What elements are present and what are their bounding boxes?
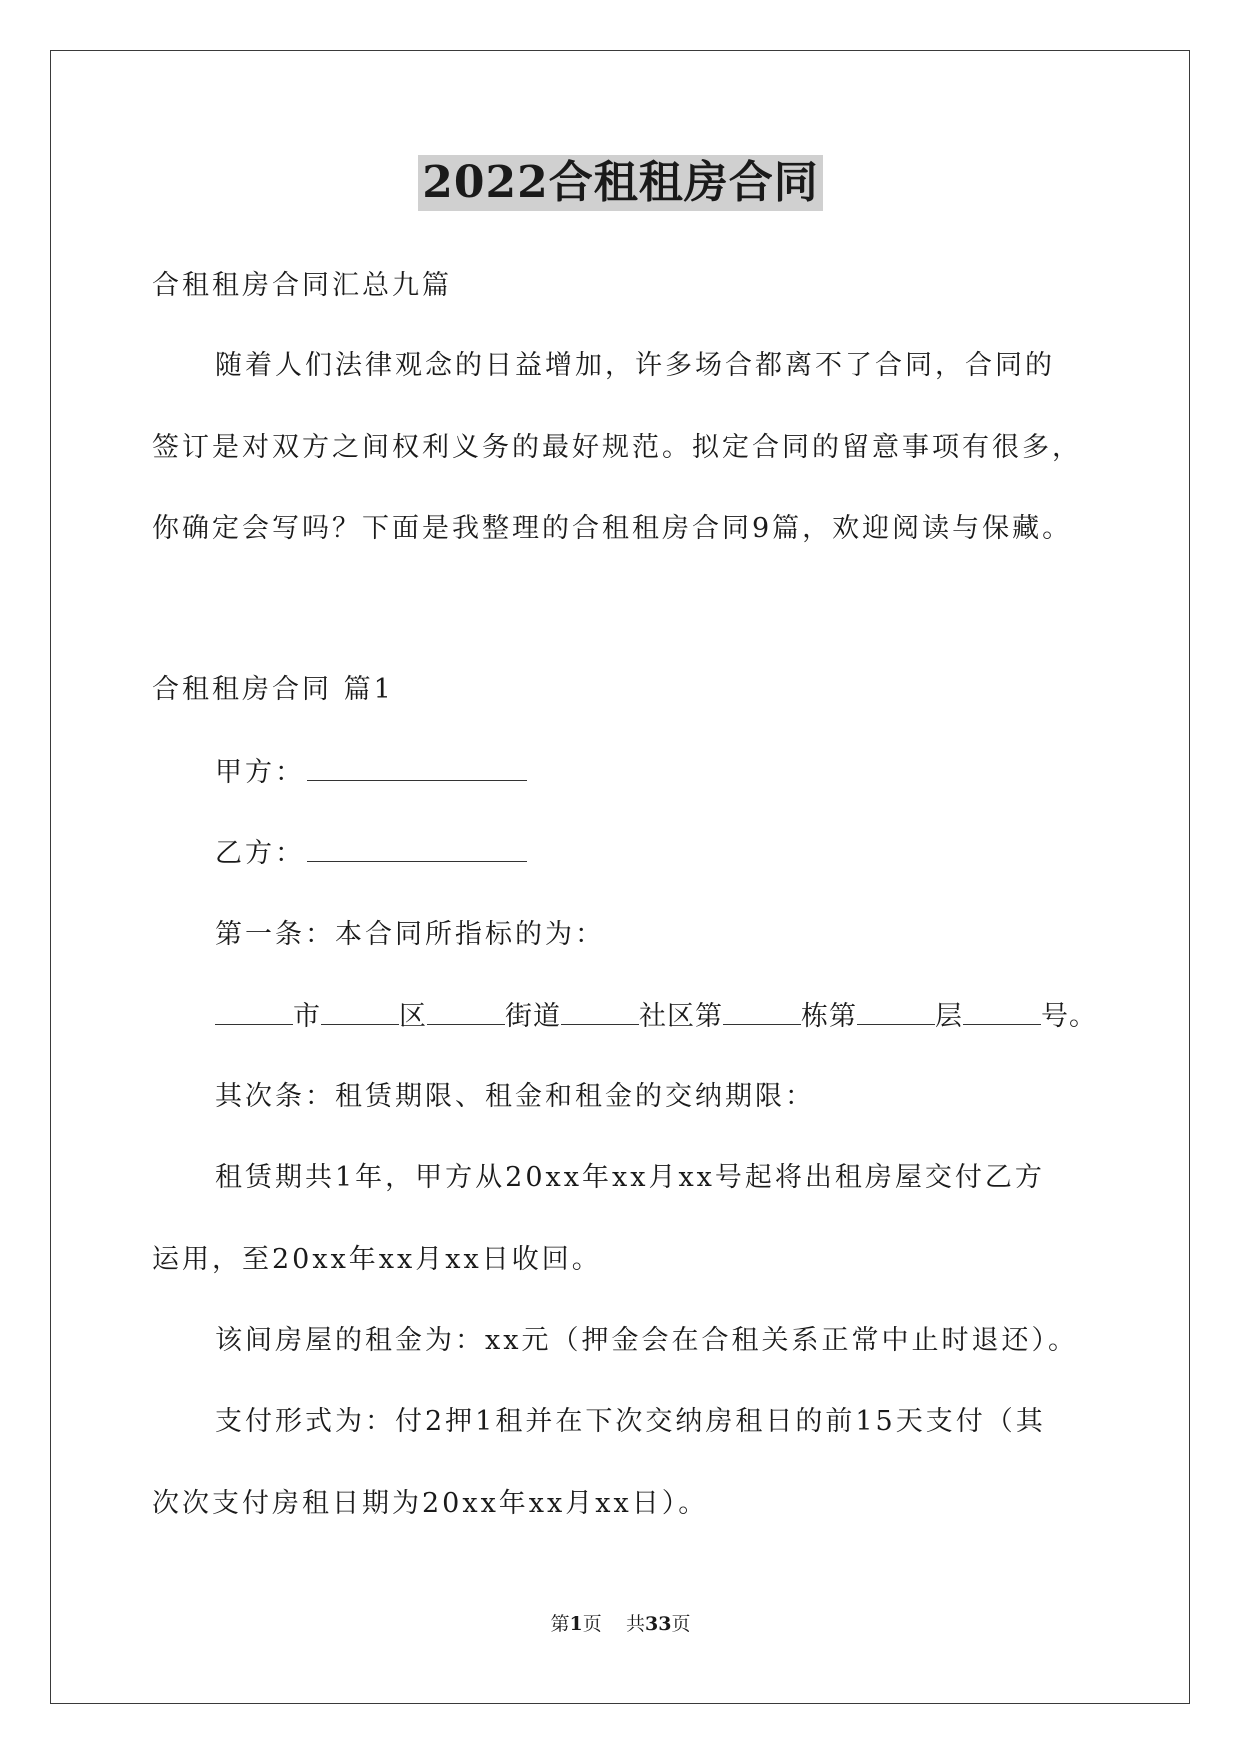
term-line-1: 租赁期共1年，甲方从20xx年xx月xx号起将出租房屋交付乙方 bbox=[215, 1162, 1045, 1193]
intro-line-3: 你确定会写吗？下面是我整理的合租租房合同9篇，欢迎阅读与保藏。 bbox=[152, 513, 1073, 544]
address-line bbox=[215, 998, 1097, 1035]
footer-total-suffix: 页 bbox=[671, 1613, 691, 1635]
party-a-label: 甲方： bbox=[215, 757, 305, 788]
term-line-2: 运用，至20xx年xx月xx日收回。 bbox=[152, 1244, 602, 1275]
footer-page-suffix: 页 bbox=[582, 1613, 602, 1635]
footer-prefix: 第 bbox=[550, 1613, 570, 1635]
party-b-label: 乙方： bbox=[215, 838, 305, 869]
district-label: 区 bbox=[399, 1001, 427, 1032]
building-label: 栋第 bbox=[801, 1001, 857, 1032]
footer-page-number: 1 bbox=[569, 1613, 583, 1635]
city-label: 市 bbox=[293, 1001, 321, 1032]
party-b-blank bbox=[307, 835, 527, 862]
street-blank bbox=[427, 998, 505, 1025]
floor-blank bbox=[857, 998, 935, 1025]
community-blank bbox=[561, 998, 639, 1025]
party-a-line bbox=[215, 754, 527, 791]
document-title: 2022合租租房合同 bbox=[418, 155, 822, 211]
number-blank bbox=[963, 998, 1041, 1025]
article-2: 其次条：租赁期限、租金和租金的交纳期限： bbox=[215, 1081, 815, 1112]
building-blank bbox=[723, 998, 801, 1025]
party-b-line bbox=[215, 835, 527, 872]
floor-label: 层 bbox=[935, 1001, 963, 1032]
article-1: 第一条：本合同所指标的为： bbox=[215, 919, 605, 950]
payment-line-1: 支付形式为：付2押1租并在下次交纳房租日的前15天支付（其 bbox=[215, 1406, 1046, 1437]
footer-total-pages: 33 bbox=[644, 1613, 672, 1635]
intro-line-1: 随着人们法律观念的日益增加，许多场合都离不了合同，合同的 bbox=[215, 350, 1055, 381]
number-label: 号。 bbox=[1041, 1001, 1097, 1032]
street-label: 街道 bbox=[505, 1001, 561, 1032]
party-a-blank bbox=[307, 754, 527, 781]
footer-total-prefix: 共 bbox=[625, 1613, 645, 1635]
page-footer bbox=[0, 1612, 1241, 1636]
payment-line-2: 次次支付房租日期为20xx年xx月xx日）。 bbox=[152, 1488, 709, 1519]
title-container bbox=[0, 155, 1241, 211]
district-blank bbox=[321, 998, 399, 1025]
intro-line-2: 签订是对双方之间权利义务的最好规范。拟定合同的留意事项有很多， bbox=[152, 432, 1082, 463]
city-blank bbox=[215, 998, 293, 1025]
community-label: 社区第 bbox=[639, 1001, 723, 1032]
document-subtitle: 合租租房合同汇总九篇 bbox=[152, 270, 452, 301]
section-heading: 合租租房合同 篇1 bbox=[152, 674, 394, 705]
rent-line: 该间房屋的租金为：xx元（押金会在合租关系正常中止时退还）。 bbox=[215, 1325, 1078, 1356]
